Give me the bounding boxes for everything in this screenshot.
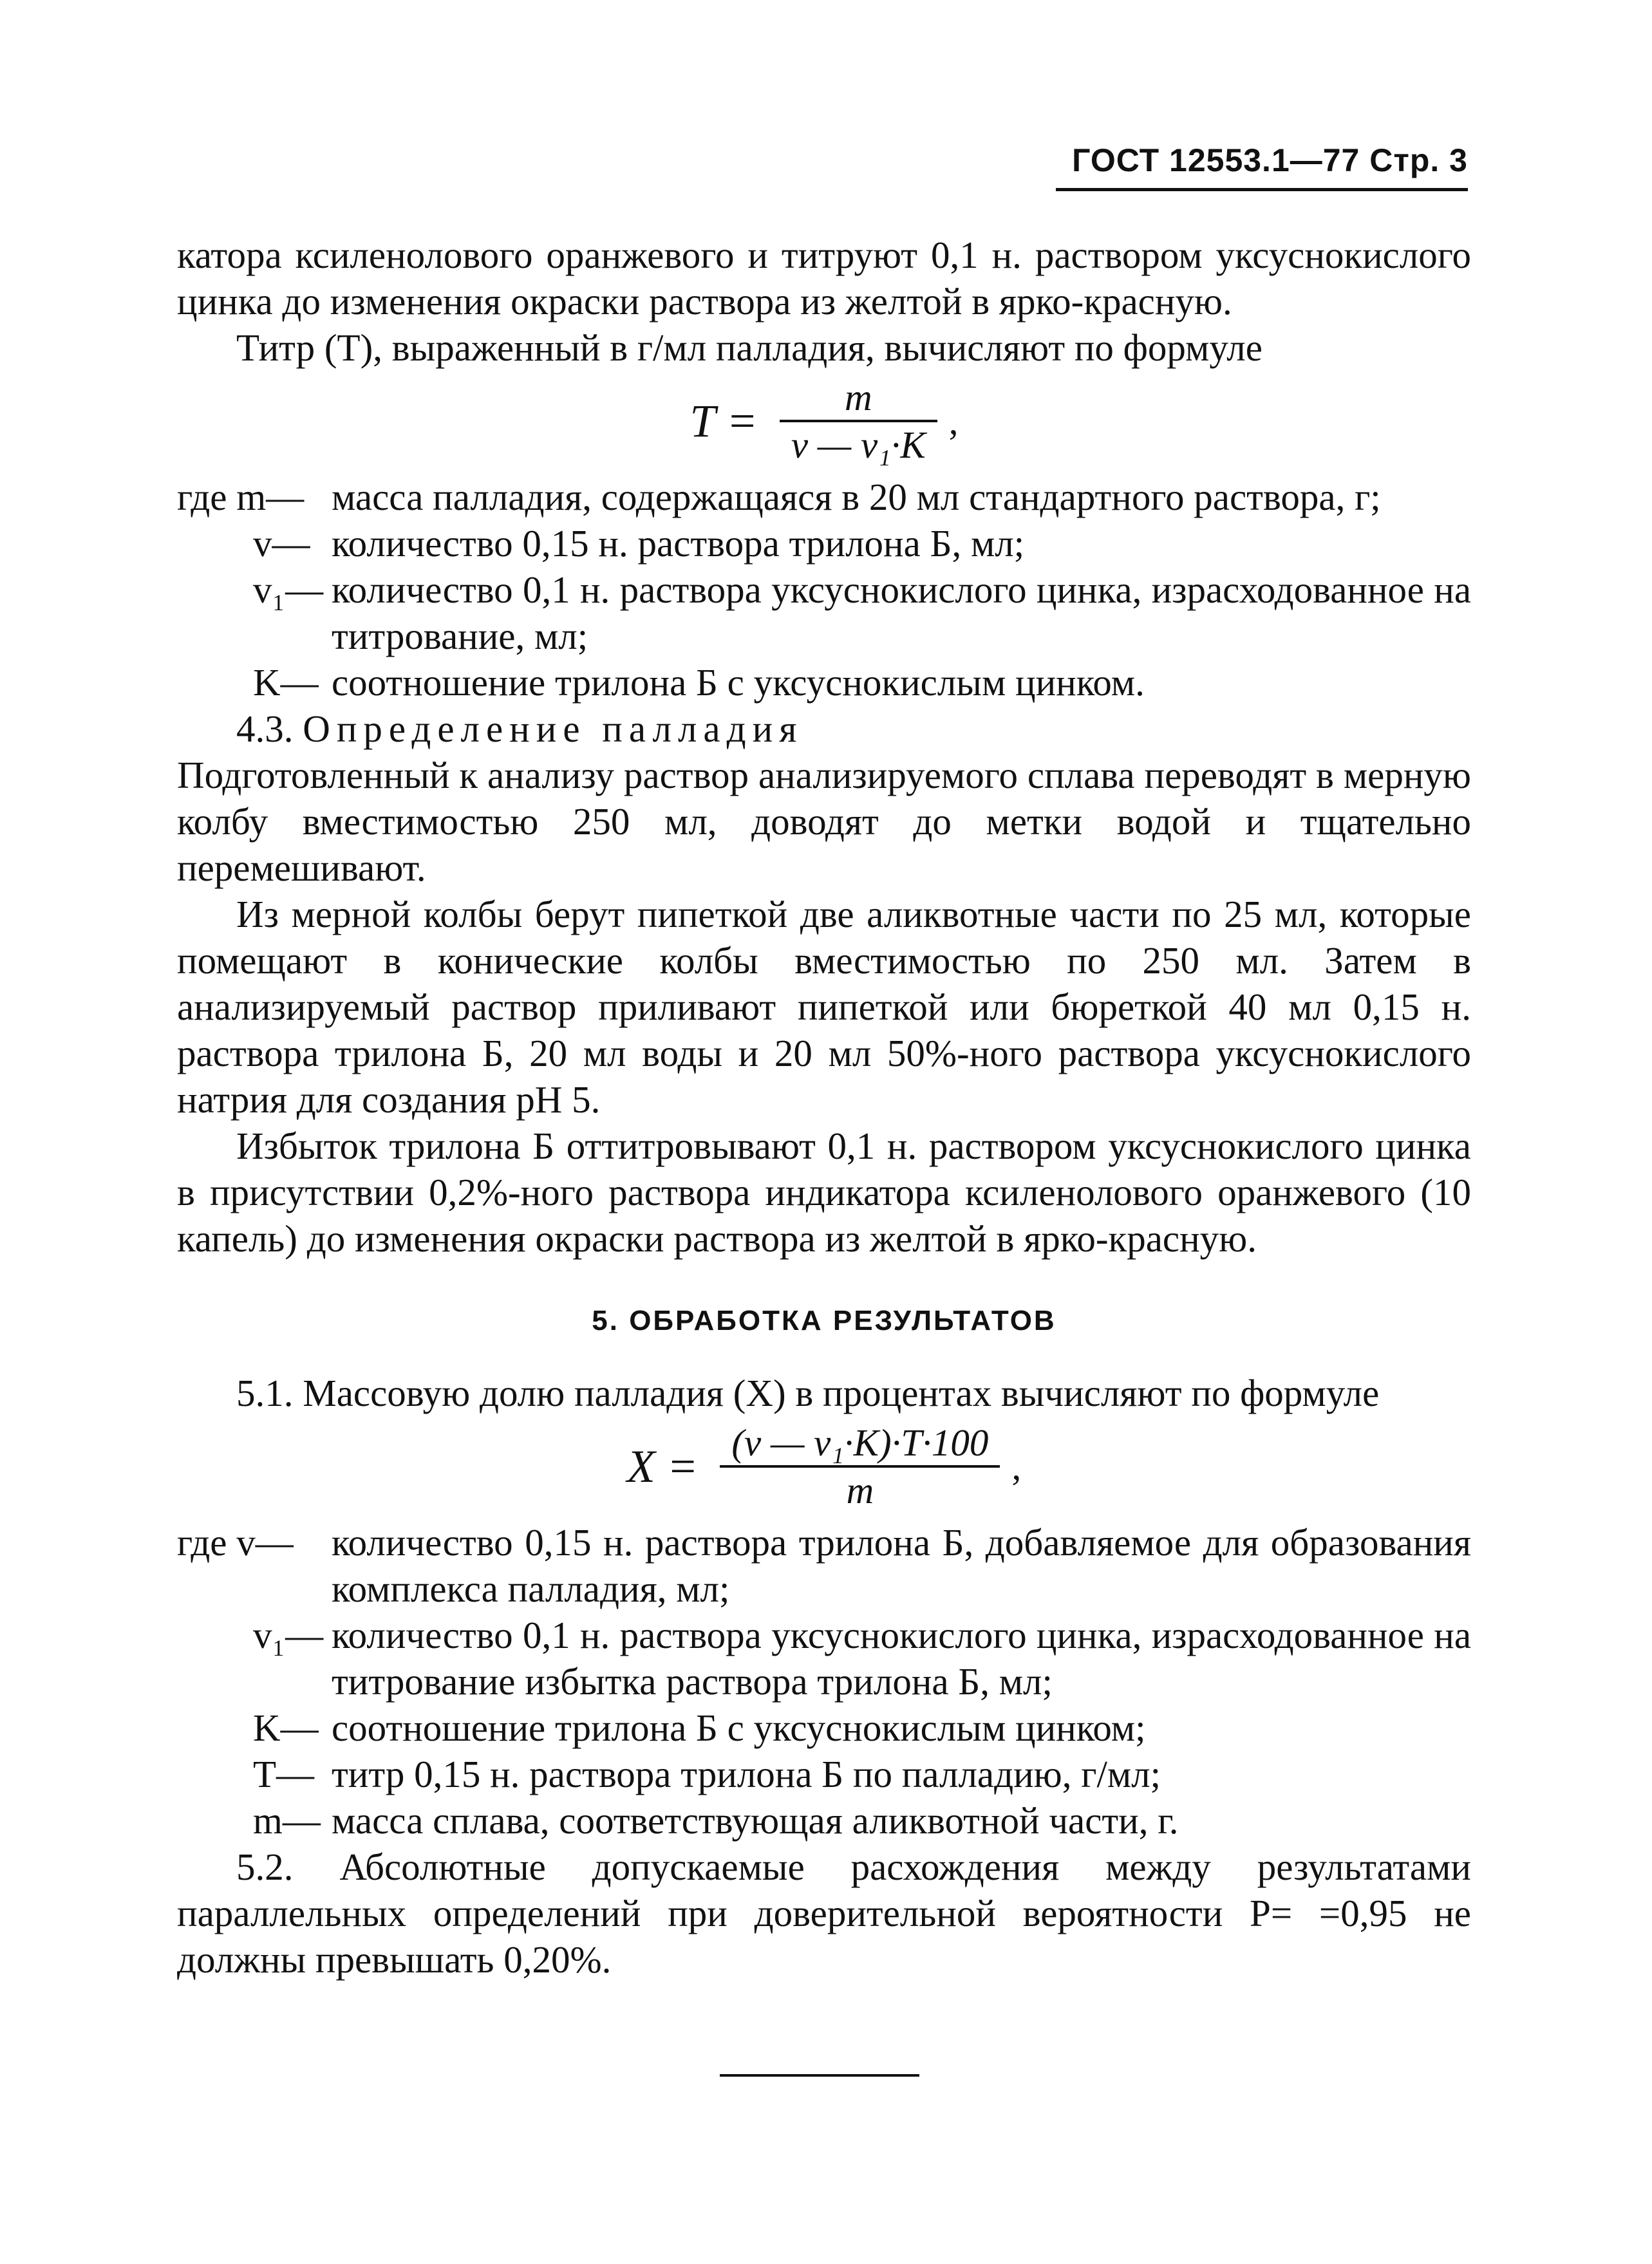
definitions-titr [177,474,1471,706]
formula-titr-denominator: v — v₁·K [791,424,926,466]
formula-titr-lhs: T = [690,395,758,447]
page-header: ГОСТ 12553.1—77 Стр. 3 [1072,142,1468,178]
formula-mass-numerator: (v — v₁·K)·T·100 [731,1421,989,1464]
section-4-3-heading [177,706,1471,752]
end-rule [720,2074,919,2077]
definition-symbol: m— [253,1799,321,1842]
definition-item [177,474,1471,520]
definition-symbol: T— [253,1753,315,1795]
paragraph-continuation: катора ксиленолового оранжевого и титруют 0,1 н. раствором уксуснокислого цинка до изменения окраски раствора из желтой в ярко-красную. [177,234,1471,323]
header-rule [1056,188,1468,191]
definition-item [177,566,1471,659]
formula-mass-lhs: X = [626,1441,699,1492]
definition-item [177,1797,1471,1844]
definition-item [177,1612,1471,1705]
definition-text: соотношение трилона Б с уксуснокислым цинком. [332,661,1145,704]
formula-mass-denominator: m [846,1469,874,1511]
definition-symbol: v— [253,522,310,565]
definition-symbol: где m— [177,476,305,518]
formula-titr-numerator: m [844,376,872,418]
definition-text: количество 0,15 н. раствора трилона Б, добавляемое для образования комплекса палладия, мл; [332,1521,1471,1610]
section-4-3-paragraph-1: Подготовленный к анализу раствор анализируемого сплава переводят в мерную колбу вместимостью 250 мл, доводят до метки водой и тщательно перемешивают. [177,754,1471,889]
definition-text: количество 0,1 н. раствора уксуснокислого цинка, израсходованное на титрование избытка раствора трилона Б, мл; [332,1614,1471,1703]
section-4-3-paragraph-3: Избыток трилона Б оттитровывают 0,1 н. раствором уксуснокислого цинка в присутствии 0,2%-ного раствора индикатора ксиленолового оранжевого (10 капель) до изменения окраски раствора из желтой в ярко-красную. [177,1125,1471,1260]
definition-text: количество 0,15 н. раствора трилона Б, мл; [332,522,1025,565]
formula-mass-fraction [177,1420,1471,1513]
definition-text: масса сплава, соответствующая аликвотной части, г. [332,1799,1179,1842]
definition-item [177,659,1471,706]
formula-titr [177,375,1471,467]
definition-item [177,520,1471,566]
definition-text: количество 0,1 н. раствора уксуснокислого цинка, израсходованное на титрование, мл; [332,568,1471,657]
definition-text: масса палладия, содержащаяся в 20 мл стандартного раствора, г; [332,476,1381,518]
definition-item [177,1751,1471,1797]
definition-item [177,1705,1471,1751]
formula-titr-fraction [780,375,937,467]
definition-symbol: v₁— [253,568,324,611]
definitions-mass [177,1519,1471,1844]
section-4-3-title: Определение палладия [303,707,803,750]
section-5-2-paragraph: 5.2. Абсолютные допускаемые расхождения между результатами параллельных определений при доверительной вероятности P= =0,95 не должны превышать 0,20%. [177,1846,1471,1981]
definition-symbol: v₁— [253,1614,324,1656]
document-body [177,232,1471,1983]
section-4-3-paragraph-2: Из мерной колбы берут пипеткой две аликвотные части по 25 мл, которые помещают в конические колбы вместимостью по 250 мл. Затем в анализируемый раствор приливают пипеткой или бюреткой 40 мл 0,15 н. раствора трилона Б, 20 мл воды и 20 мл 50%-ного раствора уксуснокислого натрия для создания pH 5. [177,893,1471,1121]
definition-symbol: где v— [177,1521,294,1564]
section-5-title: 5. ОБРАБОТКА РЕЗУЛЬТАТОВ [592,1305,1056,1336]
paragraph-titr: Титр (T), выраженный в г/мл палладия, вычисляют по формуле [236,326,1262,369]
definition-item [177,1519,1471,1612]
definition-text: соотношение трилона Б с уксуснокислым цинком; [332,1707,1146,1749]
section-4-3-number: 4.3. [236,707,294,750]
formula-mass-fraction-body [720,1420,1000,1513]
definition-symbol: K— [253,1707,319,1749]
definition-text: титр 0,15 н. раствора трилона Б по палладию, г/мл; [332,1753,1161,1795]
section-5-1-paragraph: 5.1. Массовую долю палладия (X) в процентах вычисляют по формуле [236,1372,1380,1414]
formula-mass-trail: , [1011,1445,1022,1488]
formula-titr-trail: , [948,400,959,442]
definition-symbol: K— [253,661,319,704]
